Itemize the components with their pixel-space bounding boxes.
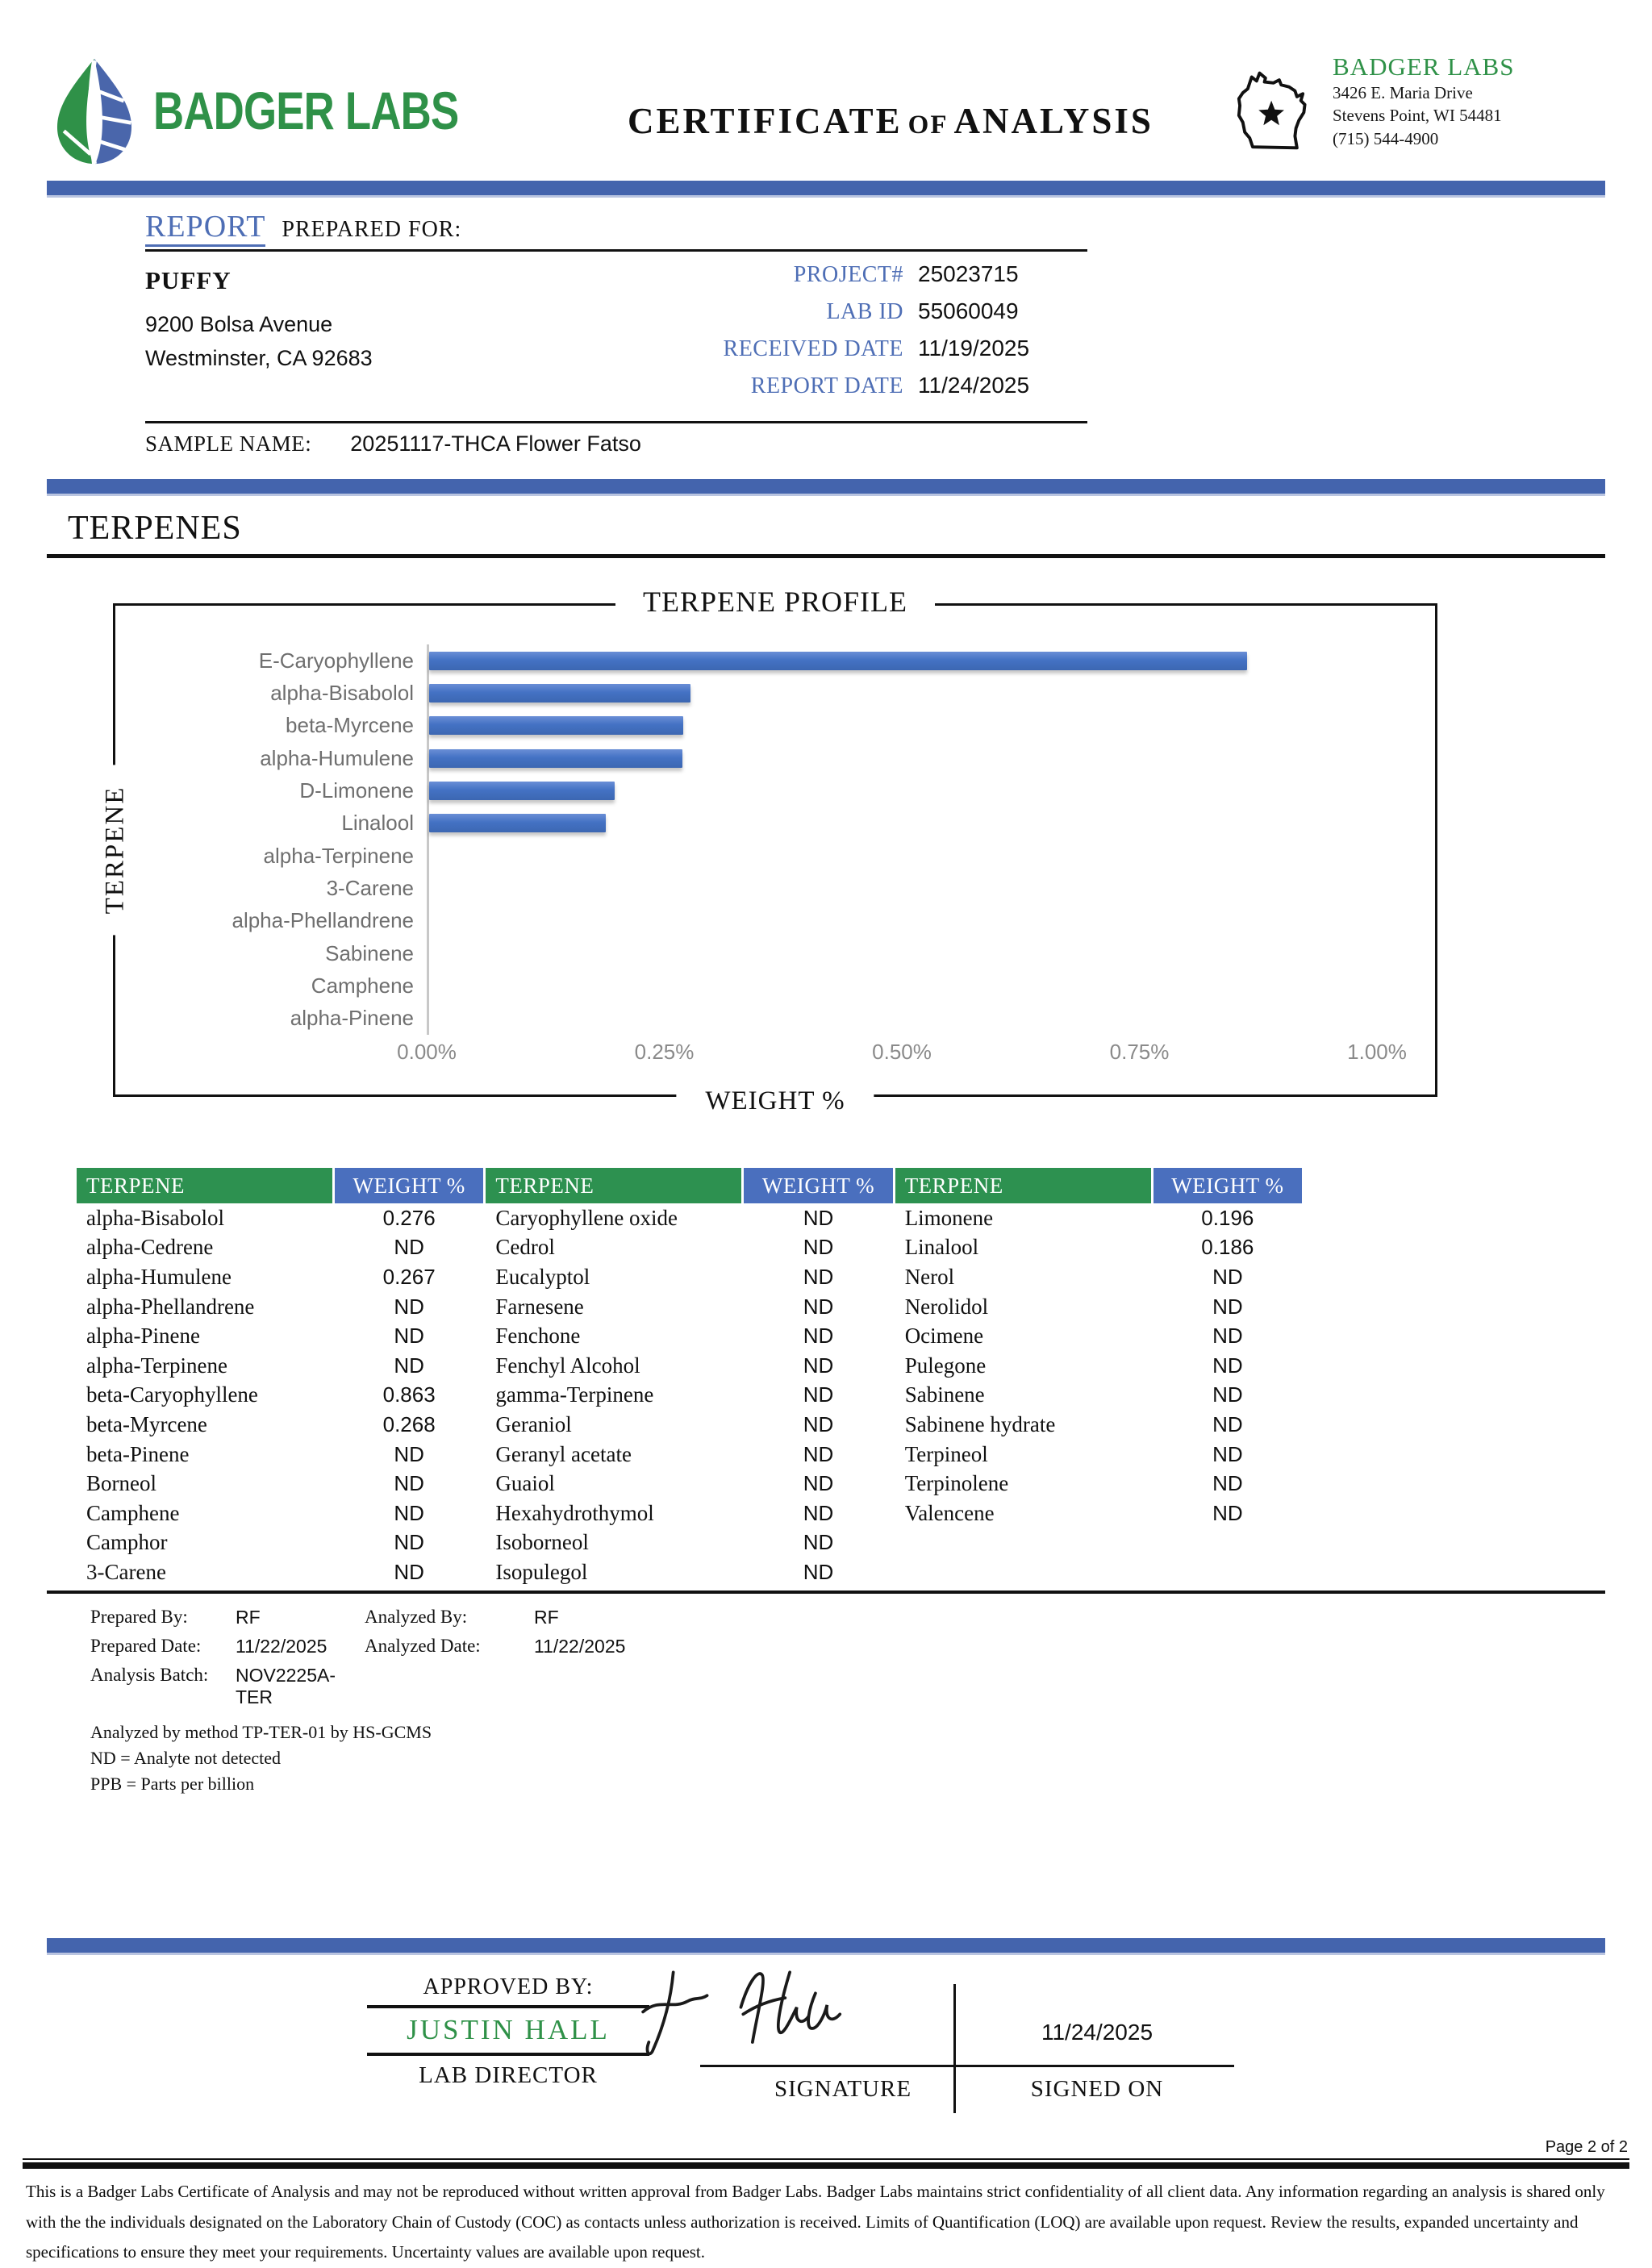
- approver-name: JUSTIN HALL: [407, 2014, 610, 2046]
- terpene-name-cell: Caryophyllene oxide: [495, 1205, 678, 1230]
- chart-x-axis-ticks: [397, 1040, 1407, 1072]
- chart-x-tick-label: 0.50%: [872, 1040, 932, 1064]
- field-row-received: [565, 336, 1087, 373]
- terpene-weight-cell: ND: [803, 1324, 834, 1349]
- nd-note: ND = Analyte not detected: [90, 1747, 282, 1768]
- terpene-name-cell: Sabinene hydrate: [904, 1411, 1056, 1436]
- chart-category-label: Sabinene: [325, 940, 414, 965]
- table-row: [77, 1381, 1304, 1411]
- labid-label: LAB ID: [826, 299, 903, 324]
- rule: [23, 2158, 1629, 2160]
- approved-by-block: [367, 1974, 649, 2089]
- chart-x-tick-label: 0.00%: [397, 1040, 457, 1064]
- chart-category-label: E-Caryophyllene: [258, 648, 414, 673]
- terpene-name-cell: Linalool: [904, 1235, 979, 1260]
- chart-bar-row: [429, 840, 1377, 872]
- terpene-weight-cell: ND: [803, 1264, 834, 1289]
- page-number: Page 2 of 2: [1545, 2138, 1628, 2157]
- chart-bar-row: [429, 710, 1377, 742]
- terpene-name-cell: alpha-Humulene: [86, 1264, 232, 1289]
- chart-plot-area: [427, 644, 1377, 1035]
- terpene-weight-cell: ND: [1212, 1382, 1243, 1407]
- chart-title: TERPENE PROFILE: [615, 585, 935, 619]
- signed-on-label: SIGNED ON: [1030, 2076, 1164, 2103]
- terpene-weight-cell: ND: [394, 1530, 424, 1555]
- terpene-name-cell: alpha-Bisabolol: [86, 1205, 224, 1230]
- labid-value: 55060049: [918, 298, 1019, 323]
- terpenes-section-title: TERPENES: [68, 510, 242, 547]
- report-label: REPORT: [145, 210, 265, 247]
- terpene-name-cell: [895, 1557, 1151, 1587]
- terpene-name-cell: Guaiol: [495, 1471, 555, 1496]
- table-row: [77, 1203, 1304, 1233]
- chart-x-tick-label: 1.00%: [1347, 1040, 1407, 1064]
- terpene-name-cell: Geraniol: [495, 1411, 572, 1436]
- terpene-name-cell: Pulegone: [904, 1353, 987, 1378]
- terpene-weight-cell: ND: [394, 1324, 424, 1349]
- signature-label: SIGNATURE: [774, 2076, 912, 2103]
- chart-bar-row: [429, 807, 1377, 840]
- terpene-weight-cell: ND: [803, 1353, 834, 1378]
- report-date-value: 11/24/2025: [918, 373, 1030, 398]
- terpene-name-cell: beta-Pinene: [86, 1441, 190, 1466]
- page-header: [0, 0, 1652, 181]
- terpene-name-cell: Camphor: [86, 1530, 168, 1555]
- client-name: PUFFY: [145, 266, 232, 294]
- terpene-name-cell: Farnesene: [495, 1294, 584, 1319]
- terpene-name-cell: Isopulegol: [495, 1559, 588, 1584]
- terpene-weight-cell: ND: [1212, 1471, 1243, 1496]
- terpene-name-cell: Isoborneol: [495, 1530, 589, 1555]
- analysis-batch-label: Analysis Batch:: [90, 1664, 209, 1685]
- signature-image: [625, 1958, 875, 2063]
- terpene-weight-cell: ND: [1212, 1500, 1243, 1525]
- terpene-name-cell: Terpinolene: [904, 1471, 1009, 1496]
- terpene-weight-cell: [1153, 1528, 1302, 1558]
- table-header-terpene: TERPENE: [895, 1168, 1151, 1203]
- header-divider: [47, 181, 1605, 198]
- project-value: 25023715: [918, 261, 1019, 286]
- terpene-weight-cell: ND: [803, 1530, 834, 1555]
- table-row: [77, 1292, 1304, 1322]
- disclaimer-text: This is a Badger Labs Certificate of Analysis and may not be reproduced without written approval from Badger Labs. Badger Labs maintains strict confidentiality of all client data. Any information regarding an analysis is shared only with the the individuals designated on the Laboratory Chain of Custody (COC) as contacts unless authorization is received. Limits of Quantification (LOQ) are available upon request. Review the results, expanded uncertainty and specifications to ensure they meet your requirements. Uncertainty values are available upon request.: [26, 2182, 1605, 2262]
- analyzed-by-label: Analyzed By:: [365, 1606, 468, 1627]
- terpene-name-cell: [895, 1528, 1151, 1558]
- terpene-name-cell: alpha-Cedrene: [86, 1235, 214, 1260]
- lab-phone: (715) 544-4900: [1333, 128, 1439, 148]
- chart-bar-row: [429, 742, 1377, 774]
- terpene-name-cell: Valencene: [904, 1500, 995, 1525]
- table-header-row: [77, 1168, 1304, 1203]
- chart-x-axis-title: WEIGHT %: [676, 1086, 874, 1116]
- signed-date: 11/24/2025: [1041, 2020, 1153, 2045]
- footer-divider: [47, 1938, 1605, 1955]
- table-row: [77, 1233, 1304, 1263]
- terpene-name-cell: alpha-Pinene: [86, 1324, 200, 1349]
- lab-address-line1: 3426 E. Maria Drive: [1333, 83, 1473, 102]
- lab-name: BADGER LABS: [1333, 52, 1515, 81]
- sample-name-row: [145, 423, 1087, 461]
- logo-wordmark: BADGER LABS: [153, 81, 459, 140]
- table-header-weight: WEIGHT %: [744, 1168, 892, 1203]
- terpene-weight-cell: ND: [803, 1205, 834, 1230]
- terpene-name-cell: Fenchone: [495, 1324, 581, 1349]
- chart-category-label: alpha-Bisabolol: [270, 680, 414, 705]
- chart-category-label: alpha-Terpinene: [263, 843, 414, 868]
- table-row: [77, 1262, 1304, 1292]
- terpene-weight-cell: ND: [1212, 1411, 1243, 1436]
- chart-bar-row: [429, 905, 1377, 937]
- field-row-labid: [565, 298, 1087, 336]
- prepared-date-value: 11/22/2025: [236, 1635, 327, 1657]
- terpene-weight-cell: ND: [1212, 1264, 1243, 1289]
- chart-x-tick-label: 0.25%: [634, 1040, 695, 1064]
- terpene-weight-cell: ND: [394, 1471, 424, 1496]
- prepared-by-value: RF: [236, 1606, 261, 1628]
- project-label: PROJECT#: [793, 262, 903, 287]
- table-row: [77, 1499, 1304, 1528]
- terpene-weight-cell: ND: [394, 1294, 424, 1319]
- terpene-weight-cell: ND: [803, 1235, 834, 1260]
- lab-address-line2: Stevens Point, WI 54481: [1333, 106, 1502, 126]
- terpene-weight-cell: ND: [394, 1559, 424, 1584]
- terpene-weight-cell: ND: [1212, 1294, 1243, 1319]
- received-date-value: 11/19/2025: [918, 336, 1030, 361]
- table-row: [77, 1528, 1304, 1558]
- terpene-weight-cell: ND: [803, 1382, 834, 1407]
- table-row: [77, 1557, 1304, 1587]
- table-row: [77, 1351, 1304, 1381]
- chart-category-labels: [140, 644, 427, 1035]
- signature-line: [700, 2065, 1234, 2067]
- terpene-weight-cell: ND: [803, 1294, 834, 1319]
- rule: [47, 554, 1605, 558]
- terpene-weight-cell: ND: [394, 1441, 424, 1466]
- leaf-logo-icon: [47, 53, 142, 168]
- field-row-reportdate: [565, 373, 1087, 410]
- terpene-name-cell: Fenchyl Alcohol: [495, 1353, 640, 1378]
- chart-bar-row: [429, 644, 1377, 677]
- page-title: CERTIFICATE OF ANALYSIS: [628, 101, 1153, 141]
- received-date-label: RECEIVED DATE: [723, 336, 903, 361]
- terpene-name-cell: Nerolidol: [904, 1294, 989, 1319]
- chart-category-label: D-Limonene: [299, 778, 414, 803]
- terpene-weight-cell: ND: [394, 1235, 424, 1260]
- ppb-note: PPB = Parts per billion: [90, 1773, 255, 1794]
- lab-address-block: [1226, 49, 1605, 172]
- approver-title: LAB DIRECTOR: [419, 2062, 598, 2089]
- chart-y-axis-title: TERPENE: [101, 765, 131, 936]
- client-address2: Westminster, CA 92683: [145, 345, 373, 370]
- terpene-name-cell: beta-Myrcene: [86, 1411, 207, 1436]
- table-header-terpene: TERPENE: [486, 1168, 741, 1203]
- terpene-results-table: [77, 1168, 1304, 1587]
- terpene-weight-cell: ND: [803, 1411, 834, 1436]
- terpene-name-cell: Sabinene: [904, 1382, 985, 1407]
- terpene-name-cell: Ocimene: [904, 1324, 984, 1349]
- chart-category-label: beta-Myrcene: [286, 713, 414, 738]
- analysis-meta-block: [90, 1607, 1652, 1797]
- terpene-name-cell: Camphene: [86, 1500, 180, 1525]
- chart-bar-row: [429, 1003, 1377, 1035]
- client-address1: 9200 Bolsa Avenue: [145, 312, 333, 336]
- prepared-date-label: Prepared Date:: [90, 1635, 202, 1656]
- terpene-weight-cell: ND: [394, 1353, 424, 1378]
- table-header-terpene: TERPENE: [77, 1168, 332, 1203]
- sample-name-label: SAMPLE NAME:: [145, 432, 312, 456]
- chart-category-label: alpha-Pinene: [290, 1006, 414, 1031]
- terpene-name-cell: Nerol: [904, 1264, 955, 1289]
- terpene-profile-chart: [100, 586, 1437, 1115]
- table-body: [77, 1203, 1304, 1587]
- terpene-weight-cell: ND: [394, 1500, 424, 1525]
- terpene-name-cell: gamma-Terpinene: [495, 1382, 654, 1407]
- terpene-weight-cell: ND: [803, 1471, 834, 1496]
- chart-bar: [429, 652, 1247, 670]
- client-block: [145, 261, 565, 410]
- terpene-weight-cell: ND: [803, 1559, 834, 1584]
- sample-name-value: 20251117-THCA Flower Fatso: [350, 432, 641, 456]
- terpene-weight-cell: 0.186: [1201, 1235, 1254, 1260]
- table-row: [77, 1469, 1304, 1499]
- chart-bar-row: [429, 774, 1377, 807]
- prepared-by-label: Prepared By:: [90, 1606, 188, 1627]
- terpene-name-cell: alpha-Phellandrene: [86, 1294, 255, 1319]
- terpene-weight-cell: 0.196: [1201, 1205, 1254, 1230]
- terpene-name-cell: Limonene: [904, 1205, 994, 1230]
- chart-category-label: Camphene: [311, 973, 414, 998]
- chart-category-label: 3-Carene: [326, 875, 414, 900]
- terpene-weight-cell: ND: [1212, 1324, 1243, 1349]
- terpene-weight-cell: ND: [1212, 1353, 1243, 1378]
- analyzed-date-value: 11/22/2025: [534, 1635, 626, 1657]
- chart-category-label: Linalool: [341, 811, 414, 836]
- chart-bar: [429, 716, 683, 735]
- terpene-name-cell: Geranyl acetate: [495, 1441, 632, 1466]
- terpene-name-cell: Hexahydrothymol: [495, 1500, 654, 1525]
- chart-bar-row: [429, 677, 1377, 709]
- chart-x-tick-label: 0.75%: [1109, 1040, 1170, 1064]
- analysis-batch-value: NOV2225A-TER: [236, 1664, 336, 1707]
- terpene-weight-cell: 0.267: [382, 1264, 436, 1289]
- chart-bar-row: [429, 872, 1377, 904]
- approval-section: [0, 1962, 1652, 2135]
- wisconsin-map-icon: [1226, 49, 1325, 172]
- terpene-weight-cell: [1153, 1557, 1302, 1587]
- table-row: [77, 1410, 1304, 1440]
- terpene-weight-cell: 0.268: [382, 1411, 436, 1436]
- analyzed-date-label: Analyzed Date:: [365, 1635, 481, 1656]
- terpene-name-cell: Terpineol: [904, 1441, 988, 1466]
- chart-category-label: alpha-Phellandrene: [232, 908, 414, 933]
- terpene-weight-cell: ND: [1212, 1441, 1243, 1466]
- chart-bar-row: [429, 937, 1377, 969]
- chart-bar: [429, 749, 682, 768]
- terpene-name-cell: 3-Carene: [86, 1559, 166, 1584]
- terpene-name-cell: Eucalyptol: [495, 1264, 590, 1289]
- chart-category-label: alpha-Humulene: [260, 745, 414, 770]
- chart-bar: [429, 782, 615, 800]
- terpene-name-cell: Borneol: [86, 1471, 156, 1496]
- report-date-label: REPORT DATE: [750, 373, 903, 398]
- prepared-for-label: PREPARED FOR:: [282, 217, 462, 242]
- chart-bar: [429, 814, 606, 832]
- rule: [23, 2162, 1629, 2169]
- analyzed-by-value: RF: [534, 1606, 559, 1628]
- table-row: [77, 1321, 1304, 1351]
- method-note: Analyzed by method TP-TER-01 by HS-GCMS: [90, 1721, 432, 1742]
- table-header-weight: WEIGHT %: [1153, 1168, 1302, 1203]
- terpene-weight-cell: 0.276: [382, 1205, 436, 1230]
- report-heading: [145, 209, 1087, 249]
- section-divider: [47, 479, 1605, 496]
- terpene-weight-cell: 0.863: [382, 1382, 436, 1407]
- terpene-name-cell: alpha-Terpinene: [86, 1353, 228, 1378]
- chart-bar-row: [429, 969, 1377, 1002]
- field-row-project: [565, 261, 1087, 298]
- badger-labs-logo: [47, 53, 555, 168]
- table-row: [77, 1440, 1304, 1470]
- table-header-weight: WEIGHT %: [335, 1168, 483, 1203]
- report-fields: [565, 261, 1087, 410]
- approved-by-label: APPROVED BY:: [423, 1974, 594, 2000]
- terpene-weight-cell: ND: [803, 1500, 834, 1525]
- terpene-name-cell: beta-Caryophyllene: [86, 1382, 258, 1407]
- terpene-weight-cell: ND: [803, 1441, 834, 1466]
- report-info-section: [145, 209, 1087, 461]
- rule: [47, 1591, 1605, 1594]
- chart-bar: [429, 684, 690, 702]
- terpene-name-cell: Cedrol: [495, 1235, 555, 1260]
